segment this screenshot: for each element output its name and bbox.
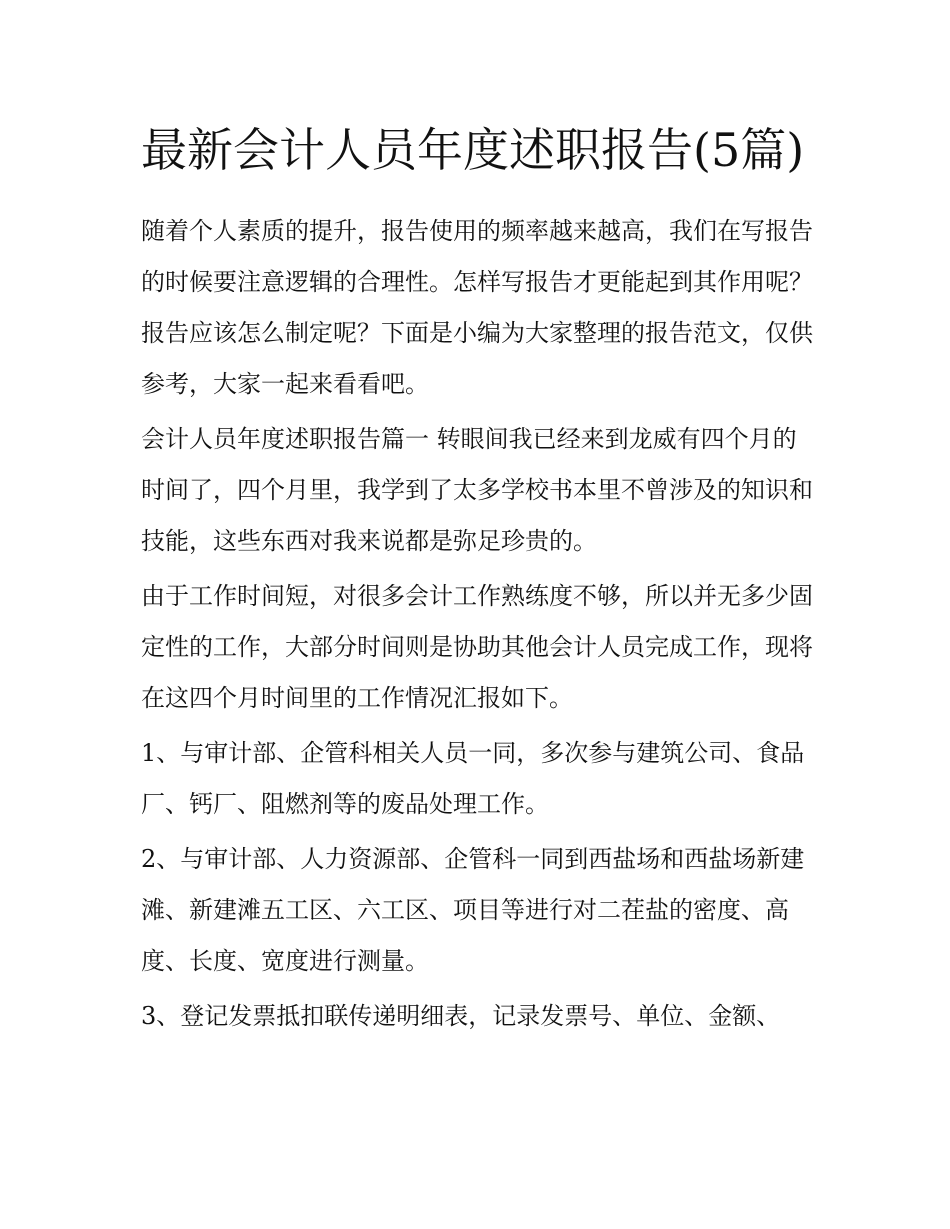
document-title: 最新会计人员年度述职报告(5篇) [141, 123, 805, 177]
work-item-2: 2、与审计部、人力资源部、企管科一同到西盐场和西盐场新建滩、新建滩五工区、六工区、项目等进行对二茬盐的密度、高度、长度、宽度进行测量。 [141, 845, 805, 975]
report-part-one-paragraph: 会计人员年度述职报告篇一 转眼间我已经来到龙威有四个月的时间了，四个月里，我学到了太多学校书本里不曾涉及的知识和技能，这些东西对我来说都是弥足珍贵的。 [141, 425, 813, 555]
intro-paragraph: 随着个人素质的提升，报告使用的频率越来越高，我们在写报告的时候要注意逻辑的合理性。怎样写报告才更能起到其作用呢？报告应该怎么制定呢？下面是小编为大家整理的报告范文，仅供参考，大家一起来看看吧。 [141, 217, 813, 398]
work-summary-paragraph: 由于工作时间短，对很多会计工作熟练度不够，所以并无多少固定性的工作，大部分时间则是协助其他会计人员完成工作，现将在这四个月时间里的工作情况汇报如下。 [141, 582, 813, 712]
document-body [141, 112, 813, 1046]
work-item-3: 3、登记发票抵扣联传递明细表，记录发票号、单位、金额、 [141, 1002, 781, 1030]
work-item-1: 1、与审计部、企管科相关人员一同，多次参与建筑公司、食品厂、钙厂、阻燃剂等的废品处理工作。 [141, 739, 805, 818]
